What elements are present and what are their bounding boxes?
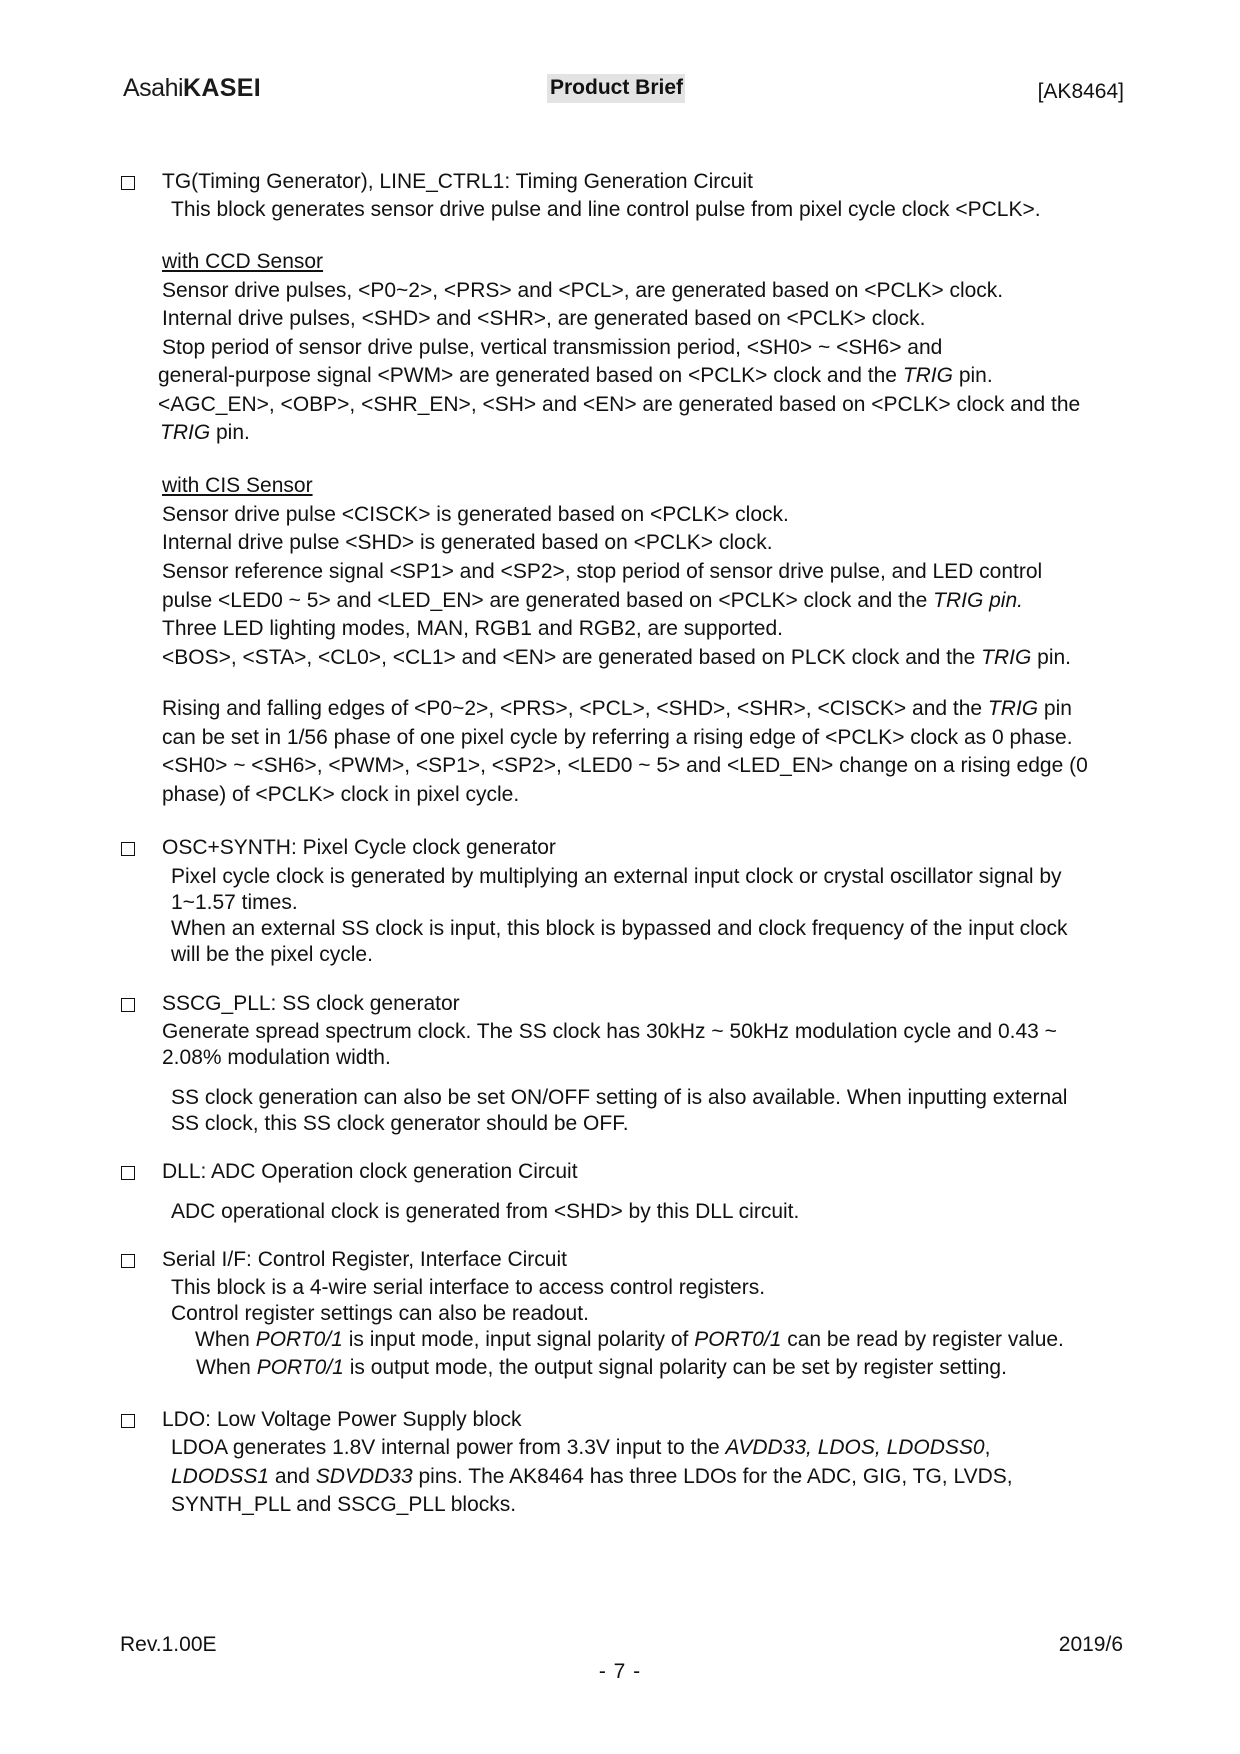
text-line: Rising and falling edges of <P0~2>, <PRS>, <PCL>, <SHD>, <SHR>, <CISCK> and the TRIG pin <box>162 697 1072 720</box>
document-type: Product Brief <box>547 74 685 103</box>
company-logo: AsahiKASEI <box>123 74 261 102</box>
checkbox-bullet <box>121 842 135 856</box>
page-header <box>0 70 1240 110</box>
text-line: SS clock generation can also be set ON/OFF setting of is also available. When inputting external <box>171 1086 1068 1109</box>
checkbox-bullet <box>121 1254 135 1268</box>
text-line: LDOA generates 1.8V internal power from 3.3V input to the AVDD33, LDOS, LDODSS0, <box>171 1436 991 1459</box>
text-line: will be the pixel cycle. <box>171 943 373 966</box>
page-number: - 7 - <box>598 1660 642 1683</box>
text-line: Generate spread spectrum clock. The SS clock has 30kHz ~ 50kHz modulation cycle and 0.43 ~ <box>162 1020 1057 1043</box>
section-title: LDO: Low Voltage Power Supply block <box>162 1408 522 1431</box>
checkbox-bullet <box>121 176 135 190</box>
checkbox-bullet <box>121 1166 135 1180</box>
section-title: DLL: ADC Operation clock generation Circuit <box>162 1160 578 1183</box>
text-line: ADC operational clock is generated from <SHD> by this DLL circuit. <box>171 1200 800 1223</box>
text-line: This block generates sensor drive pulse and line control pulse from pixel cycle clock <PCLK>. <box>171 198 1041 221</box>
text-line: pulse <LED0 ~ 5> and <LED_EN> are generated based on <PCLK> clock and the TRIG pin. <box>162 589 1023 612</box>
text-line: Stop period of sensor drive pulse, vertical transmission period, <SH0> ~ <SH6> and <box>162 336 943 359</box>
section-title: SSCG_PLL: SS clock generator <box>162 992 460 1015</box>
text-line: This block is a 4-wire serial interface to access control registers. <box>171 1276 766 1299</box>
text-line: Internal drive pulses, <SHD> and <SHR>, are generated based on <PCLK> clock. <box>162 307 926 330</box>
subheading-cis: with CIS Sensor <box>162 474 313 497</box>
text-line: TRIG pin. <box>160 421 250 444</box>
text-line: Sensor drive pulses, <P0~2>, <PRS> and <PCL>, are generated based on <PCLK> clock. <box>162 279 1004 302</box>
revision-label: Rev.1.00E <box>120 1633 217 1656</box>
checkbox-bullet <box>121 1414 135 1428</box>
text-line: Sensor drive pulse <CISCK> is generated based on <PCLK> clock. <box>162 503 789 526</box>
text-line: Control register settings can also be readout. <box>171 1302 589 1325</box>
text-line: <BOS>, <STA>, <CL0>, <CL1> and <EN> are generated based on PLCK clock and the TRIG pin. <box>162 646 1072 669</box>
text-line: LDODSS1 and SDVDD33 pins. The AK8464 has three LDOs for the ADC, GIG, TG, LVDS, <box>171 1465 1013 1488</box>
part-number: [AK8464] <box>1037 80 1124 103</box>
text-line: When PORT0/1 is output mode, the output signal polarity can be set by register setting. <box>196 1356 1007 1379</box>
text-line: 2.08% modulation width. <box>162 1046 391 1069</box>
subheading-ccd: with CCD Sensor <box>162 250 324 273</box>
section-title: TG(Timing Generator), LINE_CTRL1: Timing Generation Circuit <box>162 170 753 193</box>
text-line: phase) of <PCLK> clock in pixel cycle. <box>162 783 520 806</box>
text-line: Sensor reference signal <SP1> and <SP2>, stop period of sensor drive pulse, and LED control <box>162 560 1043 583</box>
text-line: When PORT0/1 is input mode, input signal polarity of PORT0/1 can be read by register value. <box>195 1328 1064 1351</box>
text-line: Pixel cycle clock is generated by multiplying an external input clock or crystal oscillator signal by <box>171 865 1062 888</box>
section-title: OSC+SYNTH: Pixel Cycle clock generator <box>162 836 556 859</box>
text-line: <SH0> ~ <SH6>, <PWM>, <SP1>, <SP2>, <LED0 ~ 5> and <LED_EN> change on a rising edge (0 <box>162 754 1088 777</box>
text-line: SYNTH_PLL and SSCG_PLL blocks. <box>171 1493 517 1516</box>
date-label: 2019/6 <box>1058 1633 1123 1656</box>
text-line: SS clock, this SS clock generator should be OFF. <box>171 1112 629 1135</box>
section-title: Serial I/F: Control Register, Interface Circuit <box>162 1248 567 1271</box>
text-line: general-purpose signal <PWM> are generated based on <PCLK> clock and the TRIG pin. <box>158 364 993 387</box>
text-line: can be set in 1/56 phase of one pixel cycle by referring a rising edge of <PCLK> clock as 0 phase. <box>162 726 1073 749</box>
checkbox-bullet <box>121 998 135 1012</box>
text-line: 1~1.57 times. <box>171 891 298 914</box>
text-line: Three LED lighting modes, MAN, RGB1 and RGB2, are supported. <box>162 617 783 640</box>
text-line: When an external SS clock is input, this block is bypassed and clock frequency of the input clock <box>171 917 1068 940</box>
text-line: Internal drive pulse <SHD> is generated based on <PCLK> clock. <box>162 531 773 554</box>
text-line: <AGC_EN>, <OBP>, <SHR_EN>, <SH> and <EN> are generated based on <PCLK> clock and the <box>158 393 1081 416</box>
